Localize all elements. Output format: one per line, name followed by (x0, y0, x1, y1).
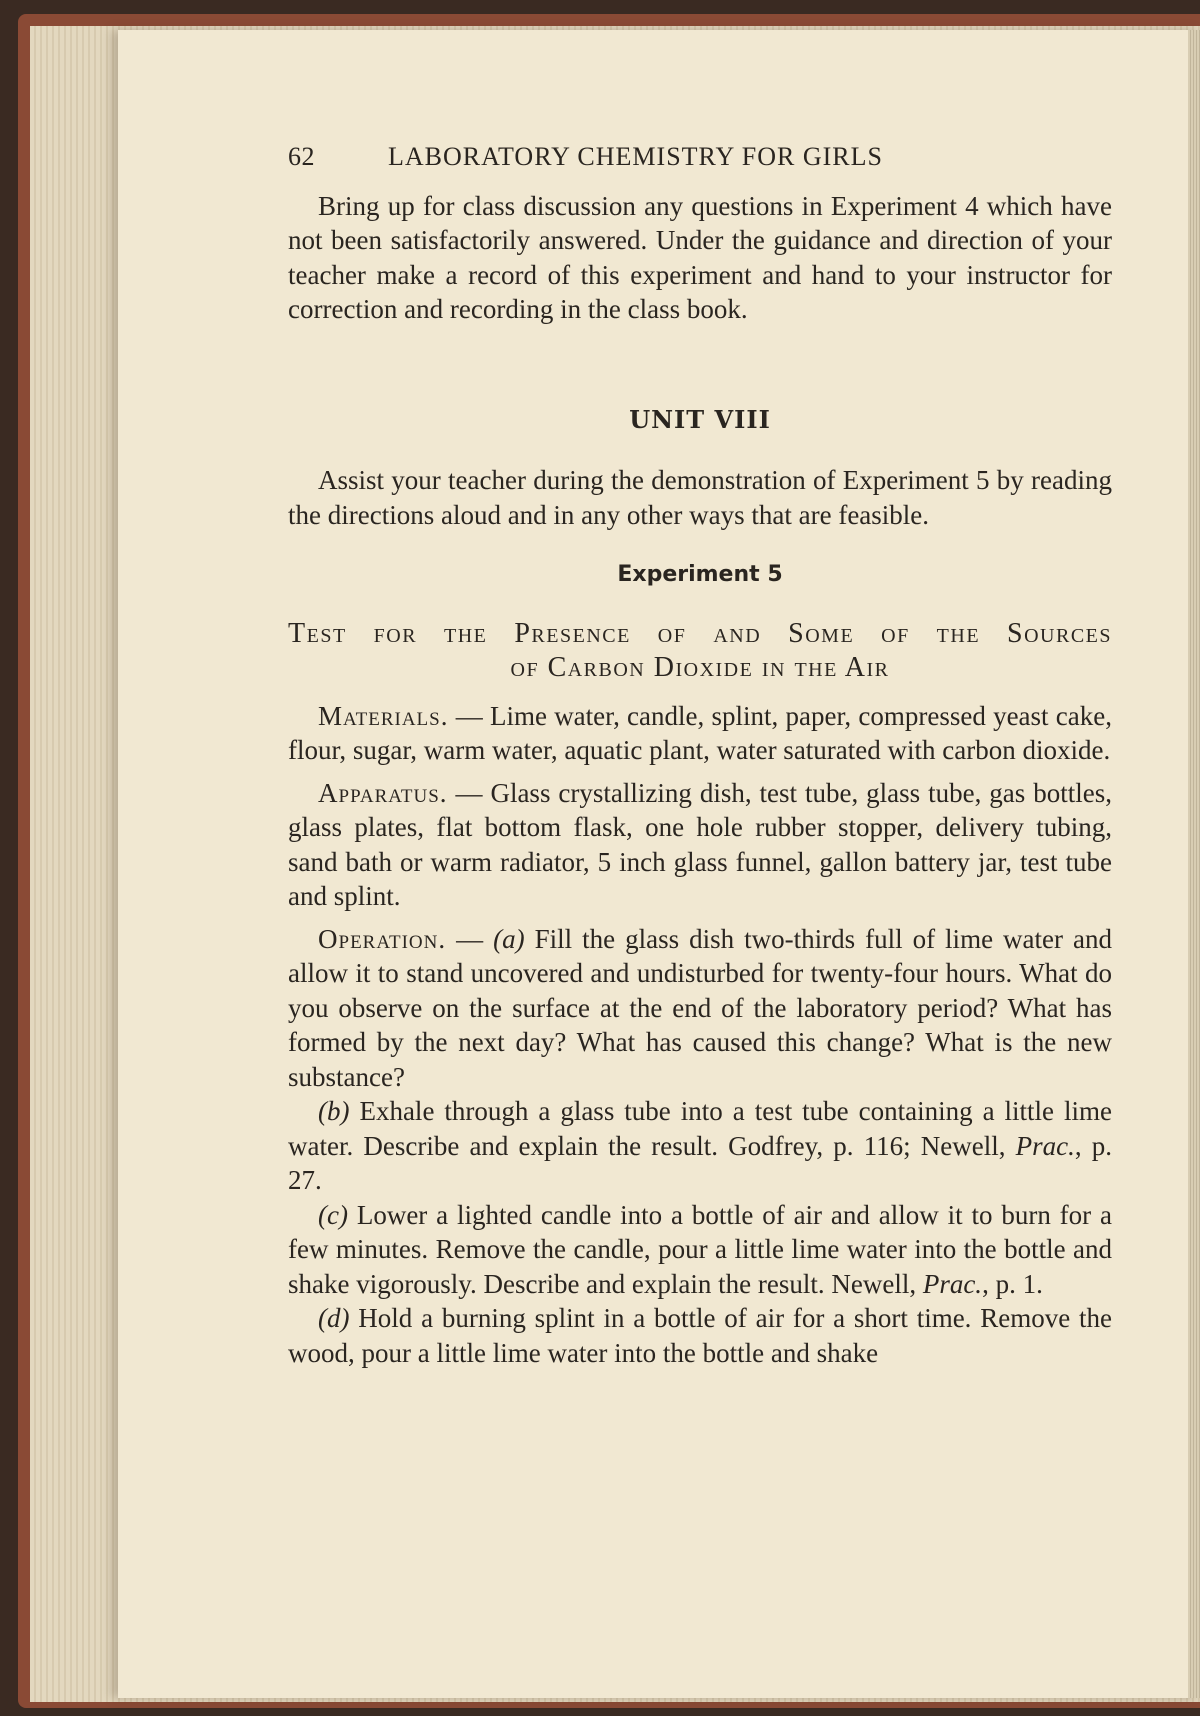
operation-b-marker: (b) (318, 1096, 350, 1126)
operation-a-paragraph (288, 922, 1112, 1095)
operation-label: Operation. (318, 923, 447, 954)
operation-a-marker: (a) (493, 923, 525, 954)
operation-b-ref-italic: Prac. (1015, 1130, 1075, 1161)
unit-title: UNIT VIII (629, 404, 771, 434)
test-title-line2: of Carbon Dioxide in the Air (510, 651, 890, 683)
unit-paragraph: Assist your teacher during the demonstration of Experiment 5 by reading the directions aloud and in any other ways that are feasible. (288, 465, 1112, 530)
operation-c-text: Lower a lighted candle into a bottle of air and allow it to burn for a few minutes. Remove the candle, pour a little lime water into the bottle and shake vigorously. Describe and explain the result. Newell, (288, 1199, 1112, 1299)
apparatus-paragraph (288, 776, 1112, 914)
operation-b-text: Exhale through a glass tube into a test tube containing a little lime water. Describe and explain the result. Godfrey, p. 116; Newell, (288, 1096, 1112, 1161)
operation-a-text: Fill the glass dish two-thirds full of lime water and allow it to stand uncovered and undisturbed for twenty-four hours. What do you observe on the surface at the end of the laboratory period? What has formed by the next day? What has caused this change? What is the new substance? (288, 923, 1112, 1092)
operation-c-paragraph (288, 1198, 1112, 1302)
right-page-edge (1188, 30, 1200, 1698)
operation-d-marker: (d) (318, 1303, 350, 1333)
operation-dash: — (446, 923, 494, 954)
running-title: LABORATORY CHEMISTRY FOR GIRLS (388, 142, 883, 171)
materials-label: Materials. (318, 700, 449, 731)
test-title-line1: Test for the Presence of and Some of the Sources (288, 617, 1112, 649)
test-title (288, 617, 1112, 685)
page-number: 62 (288, 142, 315, 171)
operation-b-paragraph (288, 1094, 1112, 1198)
operation-b-ref-end: , p. 27. (288, 1130, 1112, 1195)
operation-d-paragraph (288, 1301, 1112, 1370)
experiment-title: Experiment 5 (617, 562, 783, 587)
apparatus-label: Apparatus. (318, 777, 448, 808)
operation-c-marker: (c) (318, 1199, 348, 1230)
operation-d-text: Hold a burning splint in a bottle of air for a short time. Remove the wood, pour a little lime water into the bottle and shake (288, 1303, 1112, 1368)
running-header (288, 140, 1112, 175)
operation-c-ref-italic: Prac. (922, 1268, 983, 1299)
operation-c-ref-end: , p. 1. (982, 1268, 1043, 1299)
intro-paragraph: Bring up for class discussion any questions in Experiment 4 which have not been satisfactorily answered. Under the guidance and direction of your teacher make a record of this experiment and hand to your instructor for correction and recording in the class book. (288, 190, 1112, 324)
page-text (288, 140, 1112, 1370)
apparatus-text: — Glass crystallizing dish, test tube, glass tube, gas bottles, glass plates, flat bottom flask, one hole rubber stopper, delivery tubing, sand bath or warm radiator, 5 inch glass funnel, gallon battery jar, test tube and splint. (288, 777, 1112, 911)
materials-text: — Lime water, candle, splint, paper, compressed yeast cake, flour, sugar, warm water, aquatic plant, water saturated with carbon dioxide. (288, 700, 1112, 765)
materials-paragraph (288, 699, 1112, 768)
